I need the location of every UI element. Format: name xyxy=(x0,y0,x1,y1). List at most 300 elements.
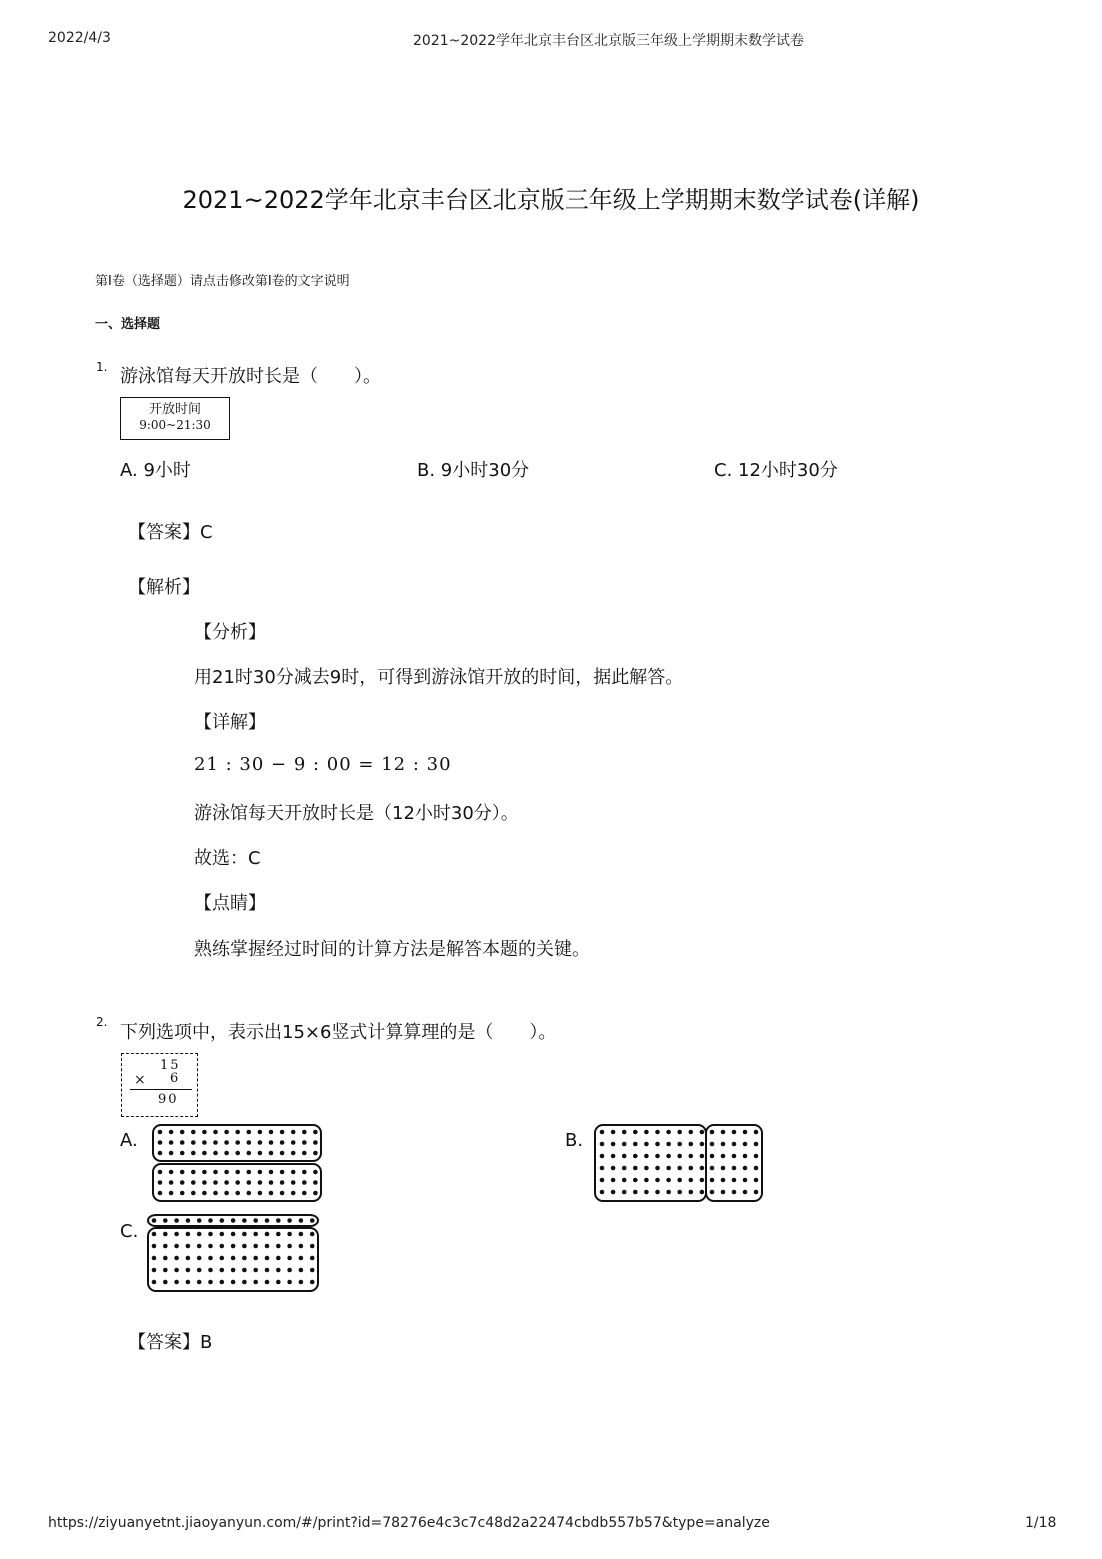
question-text: 游泳馆每天开放时长是（ ）。 xyxy=(120,366,381,387)
opening-time-box xyxy=(120,397,230,440)
dot xyxy=(754,1154,759,1159)
dot xyxy=(633,1130,638,1135)
dot xyxy=(191,1191,196,1196)
option-a: A. 9小时 xyxy=(120,460,191,481)
dot xyxy=(258,1130,263,1135)
dot xyxy=(291,1191,296,1196)
dot xyxy=(302,1191,307,1196)
dot xyxy=(299,1244,304,1249)
dot xyxy=(622,1154,627,1159)
dot xyxy=(152,1280,157,1285)
dot xyxy=(224,1191,229,1196)
dot xyxy=(258,1170,263,1175)
dot xyxy=(600,1178,605,1183)
dot xyxy=(302,1180,307,1185)
dot xyxy=(158,1140,163,1145)
dot xyxy=(220,1256,225,1261)
dot xyxy=(202,1180,207,1185)
dot xyxy=(721,1154,726,1159)
dot xyxy=(208,1244,213,1249)
dot xyxy=(253,1256,258,1261)
dot xyxy=(287,1280,292,1285)
dot xyxy=(258,1191,263,1196)
dot xyxy=(169,1170,174,1175)
dot xyxy=(235,1130,240,1135)
dot xyxy=(313,1180,318,1185)
dot xyxy=(622,1178,627,1183)
dot xyxy=(700,1190,705,1195)
dot xyxy=(208,1268,213,1273)
print-header-title: 2021~2022学年北京丰台区北京版三年级上学期期末数学试卷 xyxy=(413,33,804,49)
dot xyxy=(710,1142,715,1147)
dot xyxy=(299,1232,304,1237)
dot xyxy=(158,1180,163,1185)
dot xyxy=(313,1191,318,1196)
dot xyxy=(302,1140,307,1145)
dot xyxy=(677,1142,682,1147)
dot-group-frame xyxy=(595,1125,706,1201)
dot xyxy=(186,1280,191,1285)
dot xyxy=(633,1166,638,1171)
dot xyxy=(169,1140,174,1145)
dot xyxy=(710,1190,715,1195)
dot xyxy=(231,1218,236,1223)
dot xyxy=(224,1170,229,1175)
dot xyxy=(732,1130,737,1135)
dot-diagram-a xyxy=(150,1122,325,1204)
dot xyxy=(163,1232,168,1237)
dot xyxy=(644,1178,649,1183)
dot xyxy=(208,1218,213,1223)
dot xyxy=(287,1218,292,1223)
dot xyxy=(633,1154,638,1159)
dot xyxy=(247,1170,252,1175)
dot xyxy=(655,1130,660,1135)
dot xyxy=(265,1280,270,1285)
dot xyxy=(265,1232,270,1237)
dot xyxy=(169,1191,174,1196)
dot xyxy=(242,1280,247,1285)
dot xyxy=(291,1130,296,1135)
dot xyxy=(235,1180,240,1185)
dot xyxy=(700,1154,705,1159)
dot xyxy=(265,1268,270,1273)
dot xyxy=(291,1180,296,1185)
dot xyxy=(666,1142,671,1147)
dot xyxy=(180,1180,185,1185)
dot xyxy=(180,1130,185,1135)
dianjing-label: 【点睛】 xyxy=(194,893,266,914)
dot xyxy=(191,1170,196,1175)
dot xyxy=(163,1218,168,1223)
dot xyxy=(721,1166,726,1171)
dot xyxy=(710,1154,715,1159)
dot xyxy=(180,1151,185,1156)
option-c: C. xyxy=(120,1221,139,1242)
dot xyxy=(258,1151,263,1156)
dot xyxy=(276,1280,281,1285)
xiangjie-label: 【详解】 xyxy=(194,712,266,733)
dot xyxy=(276,1244,281,1249)
dot xyxy=(633,1142,638,1147)
dot xyxy=(655,1142,660,1147)
dot xyxy=(242,1268,247,1273)
dot xyxy=(180,1140,185,1145)
dot xyxy=(253,1268,258,1273)
dot xyxy=(197,1244,202,1249)
dot xyxy=(197,1268,202,1273)
analysis-label: 【解析】 xyxy=(128,577,200,598)
dot xyxy=(180,1170,185,1175)
dot xyxy=(754,1166,759,1171)
dot xyxy=(611,1166,616,1171)
dot xyxy=(291,1151,296,1156)
dot xyxy=(224,1180,229,1185)
dot xyxy=(700,1166,705,1171)
dot xyxy=(600,1130,605,1135)
dot xyxy=(677,1190,682,1195)
dot xyxy=(213,1130,218,1135)
page-title: 2021~2022学年北京丰台区北京版三年级上学期期末数学试卷(详解) xyxy=(182,186,920,214)
dot xyxy=(600,1166,605,1171)
dot xyxy=(655,1154,660,1159)
dot xyxy=(710,1178,715,1183)
dot xyxy=(253,1244,258,1249)
dot xyxy=(743,1130,748,1135)
dot xyxy=(743,1142,748,1147)
calc-multiplier: 6 xyxy=(170,1071,179,1086)
dot xyxy=(622,1166,627,1171)
dot xyxy=(655,1178,660,1183)
dot xyxy=(269,1170,274,1175)
dot xyxy=(242,1232,247,1237)
dot xyxy=(186,1268,191,1273)
answer-label: 【答案】B xyxy=(128,1332,213,1353)
dot xyxy=(299,1280,304,1285)
dot xyxy=(258,1180,263,1185)
dot xyxy=(622,1190,627,1195)
dot xyxy=(269,1140,274,1145)
dot xyxy=(202,1191,207,1196)
option-b: B. xyxy=(565,1130,584,1151)
dot xyxy=(158,1130,163,1135)
option-b: B. 9小时30分 xyxy=(417,460,530,481)
calc-multiplicand: 15 xyxy=(160,1058,181,1073)
dot xyxy=(220,1232,225,1237)
dot xyxy=(247,1180,252,1185)
dot xyxy=(302,1170,307,1175)
dot xyxy=(644,1166,649,1171)
dot-diagram-c xyxy=(145,1212,323,1294)
dot xyxy=(299,1268,304,1273)
dot xyxy=(269,1180,274,1185)
dot xyxy=(174,1218,179,1223)
dot xyxy=(291,1140,296,1145)
dot xyxy=(269,1191,274,1196)
dot xyxy=(208,1232,213,1237)
dot xyxy=(247,1130,252,1135)
dot xyxy=(689,1154,694,1159)
dot xyxy=(265,1256,270,1261)
dot xyxy=(258,1140,263,1145)
dot xyxy=(633,1190,638,1195)
dot xyxy=(269,1130,274,1135)
dot xyxy=(677,1166,682,1171)
dot xyxy=(224,1151,229,1156)
dot xyxy=(213,1151,218,1156)
dot xyxy=(299,1256,304,1261)
dot xyxy=(743,1190,748,1195)
dot xyxy=(265,1218,270,1223)
dot xyxy=(302,1130,307,1135)
dot xyxy=(276,1268,281,1273)
dot xyxy=(231,1244,236,1249)
dot xyxy=(174,1256,179,1261)
fenxi-label: 【分析】 xyxy=(194,622,266,643)
dot xyxy=(287,1256,292,1261)
dot xyxy=(276,1232,281,1237)
dot xyxy=(655,1190,660,1195)
dot xyxy=(633,1178,638,1183)
fenxi-text: 用21时30分减去9时，可得到游泳馆开放的时间，据此解答。 xyxy=(194,667,684,688)
dot xyxy=(313,1130,318,1135)
question-number: 1. xyxy=(96,360,108,374)
dot xyxy=(163,1268,168,1273)
dot xyxy=(202,1151,207,1156)
dot xyxy=(732,1166,737,1171)
dot xyxy=(310,1244,315,1249)
dot xyxy=(191,1180,196,1185)
dot xyxy=(280,1130,285,1135)
option-a: A. xyxy=(120,1130,138,1151)
dot xyxy=(174,1280,179,1285)
dot xyxy=(310,1232,315,1237)
dot xyxy=(152,1256,157,1261)
dot xyxy=(287,1268,292,1273)
dot xyxy=(253,1280,258,1285)
equation: 21 : 30 − 9 : 00 = 12 : 30 xyxy=(194,754,452,775)
dot xyxy=(197,1232,202,1237)
dot xyxy=(269,1151,274,1156)
dot xyxy=(213,1140,218,1145)
dot xyxy=(186,1218,191,1223)
dot xyxy=(202,1130,207,1135)
dot xyxy=(622,1142,627,1147)
dot xyxy=(721,1130,726,1135)
dot xyxy=(231,1280,236,1285)
dot xyxy=(169,1180,174,1185)
calc-product: 90 xyxy=(158,1092,179,1107)
dot xyxy=(287,1232,292,1237)
dot-diagram-b xyxy=(592,1122,767,1204)
dot xyxy=(208,1256,213,1261)
dot xyxy=(611,1154,616,1159)
dot xyxy=(600,1190,605,1195)
dianjing-text: 熟练掌握经过时间的计算方法是解答本题的关键。 xyxy=(194,939,590,960)
dot xyxy=(710,1130,715,1135)
dot xyxy=(235,1140,240,1145)
dot xyxy=(213,1180,218,1185)
dot xyxy=(242,1244,247,1249)
dot xyxy=(242,1218,247,1223)
dot xyxy=(677,1130,682,1135)
dot xyxy=(732,1178,737,1183)
option-c: C. 12小时30分 xyxy=(714,460,838,481)
question-text: 下列选项中，表示出15×6竖式计算算理的是（ ）。 xyxy=(120,1022,557,1043)
dot xyxy=(689,1130,694,1135)
print-date: 2022/4/3 xyxy=(48,30,111,46)
dot xyxy=(611,1142,616,1147)
dot xyxy=(280,1180,285,1185)
dot xyxy=(666,1166,671,1171)
dot xyxy=(174,1232,179,1237)
dot xyxy=(197,1218,202,1223)
dot xyxy=(231,1256,236,1261)
dot xyxy=(732,1154,737,1159)
dot xyxy=(180,1191,185,1196)
dot xyxy=(280,1191,285,1196)
dot xyxy=(224,1140,229,1145)
dot xyxy=(191,1151,196,1156)
dot xyxy=(644,1142,649,1147)
dot xyxy=(152,1268,157,1273)
dot xyxy=(644,1190,649,1195)
volume-note: 第I卷（选择题）请点击修改第I卷的文字说明 xyxy=(95,274,350,289)
dot xyxy=(700,1130,705,1135)
dot xyxy=(253,1218,258,1223)
choice-text: 故选：C xyxy=(194,848,261,869)
dot xyxy=(235,1191,240,1196)
dot xyxy=(247,1140,252,1145)
dot xyxy=(689,1166,694,1171)
dot xyxy=(310,1268,315,1273)
dot xyxy=(202,1140,207,1145)
dot xyxy=(732,1190,737,1195)
dot xyxy=(220,1244,225,1249)
dot xyxy=(197,1256,202,1261)
dot xyxy=(174,1244,179,1249)
dot xyxy=(743,1154,748,1159)
dot xyxy=(276,1256,281,1261)
dot xyxy=(235,1151,240,1156)
dot xyxy=(622,1130,627,1135)
dot xyxy=(152,1218,157,1223)
dot xyxy=(231,1268,236,1273)
dot xyxy=(174,1268,179,1273)
dot xyxy=(163,1256,168,1261)
dot xyxy=(276,1218,281,1223)
dot xyxy=(220,1280,225,1285)
dot xyxy=(313,1170,318,1175)
dot xyxy=(191,1140,196,1145)
dot xyxy=(666,1130,671,1135)
page-number: 1/18 xyxy=(1025,1515,1057,1531)
opening-time-label: 开放时间 xyxy=(148,402,201,417)
dot xyxy=(152,1232,157,1237)
dot xyxy=(231,1232,236,1237)
dot xyxy=(611,1130,616,1135)
dot xyxy=(689,1142,694,1147)
dot xyxy=(186,1232,191,1237)
calc-divider xyxy=(130,1089,192,1090)
dot xyxy=(721,1190,726,1195)
dot xyxy=(743,1178,748,1183)
dot xyxy=(666,1190,671,1195)
dot xyxy=(732,1142,737,1147)
section-heading: 一、选择题 xyxy=(95,317,161,332)
dot xyxy=(287,1244,292,1249)
dot xyxy=(158,1151,163,1156)
dot xyxy=(677,1154,682,1159)
dot xyxy=(213,1191,218,1196)
dot xyxy=(310,1280,315,1285)
dot xyxy=(280,1151,285,1156)
dot xyxy=(310,1218,315,1223)
dot xyxy=(689,1178,694,1183)
dot xyxy=(700,1142,705,1147)
dot xyxy=(280,1140,285,1145)
dot xyxy=(169,1151,174,1156)
print-footer-url: https://ziyuanyetnt.jiaoyanyun.com/#/print?id=78276e4c3c7c48d2a22474cbdb557b57&type=analyze xyxy=(48,1515,770,1531)
dot xyxy=(754,1190,759,1195)
dot xyxy=(611,1190,616,1195)
dot xyxy=(152,1244,157,1249)
dot xyxy=(600,1154,605,1159)
result-text: 游泳馆每天开放时长是（12小时30分）。 xyxy=(194,803,519,824)
dot xyxy=(666,1178,671,1183)
dot xyxy=(191,1130,196,1135)
dot xyxy=(721,1142,726,1147)
dot xyxy=(220,1218,225,1223)
dot xyxy=(242,1256,247,1261)
dot xyxy=(186,1244,191,1249)
vertical-calculation xyxy=(121,1053,198,1117)
opening-time-value: 9:00~21:30 xyxy=(139,418,211,432)
dot xyxy=(158,1191,163,1196)
dot xyxy=(754,1130,759,1135)
dot xyxy=(163,1280,168,1285)
dot xyxy=(611,1178,616,1183)
dot xyxy=(235,1170,240,1175)
dot xyxy=(655,1166,660,1171)
dot xyxy=(700,1178,705,1183)
dot xyxy=(208,1280,213,1285)
dot xyxy=(163,1244,168,1249)
dot xyxy=(291,1170,296,1175)
dot xyxy=(710,1166,715,1171)
dot xyxy=(158,1170,163,1175)
calc-times-sign: × xyxy=(134,1072,146,1088)
dot xyxy=(600,1142,605,1147)
answer-label: 【答案】C xyxy=(128,522,213,543)
dot xyxy=(213,1170,218,1175)
dot xyxy=(689,1190,694,1195)
dot xyxy=(677,1178,682,1183)
dot xyxy=(169,1130,174,1135)
dot xyxy=(202,1170,207,1175)
dot xyxy=(743,1166,748,1171)
dot xyxy=(313,1151,318,1156)
dot xyxy=(253,1232,258,1237)
dot xyxy=(265,1244,270,1249)
dot xyxy=(644,1130,649,1135)
dot xyxy=(721,1178,726,1183)
dot xyxy=(247,1191,252,1196)
dot-group-frame xyxy=(706,1125,762,1201)
dot xyxy=(186,1256,191,1261)
dot xyxy=(299,1218,304,1223)
dot xyxy=(302,1151,307,1156)
